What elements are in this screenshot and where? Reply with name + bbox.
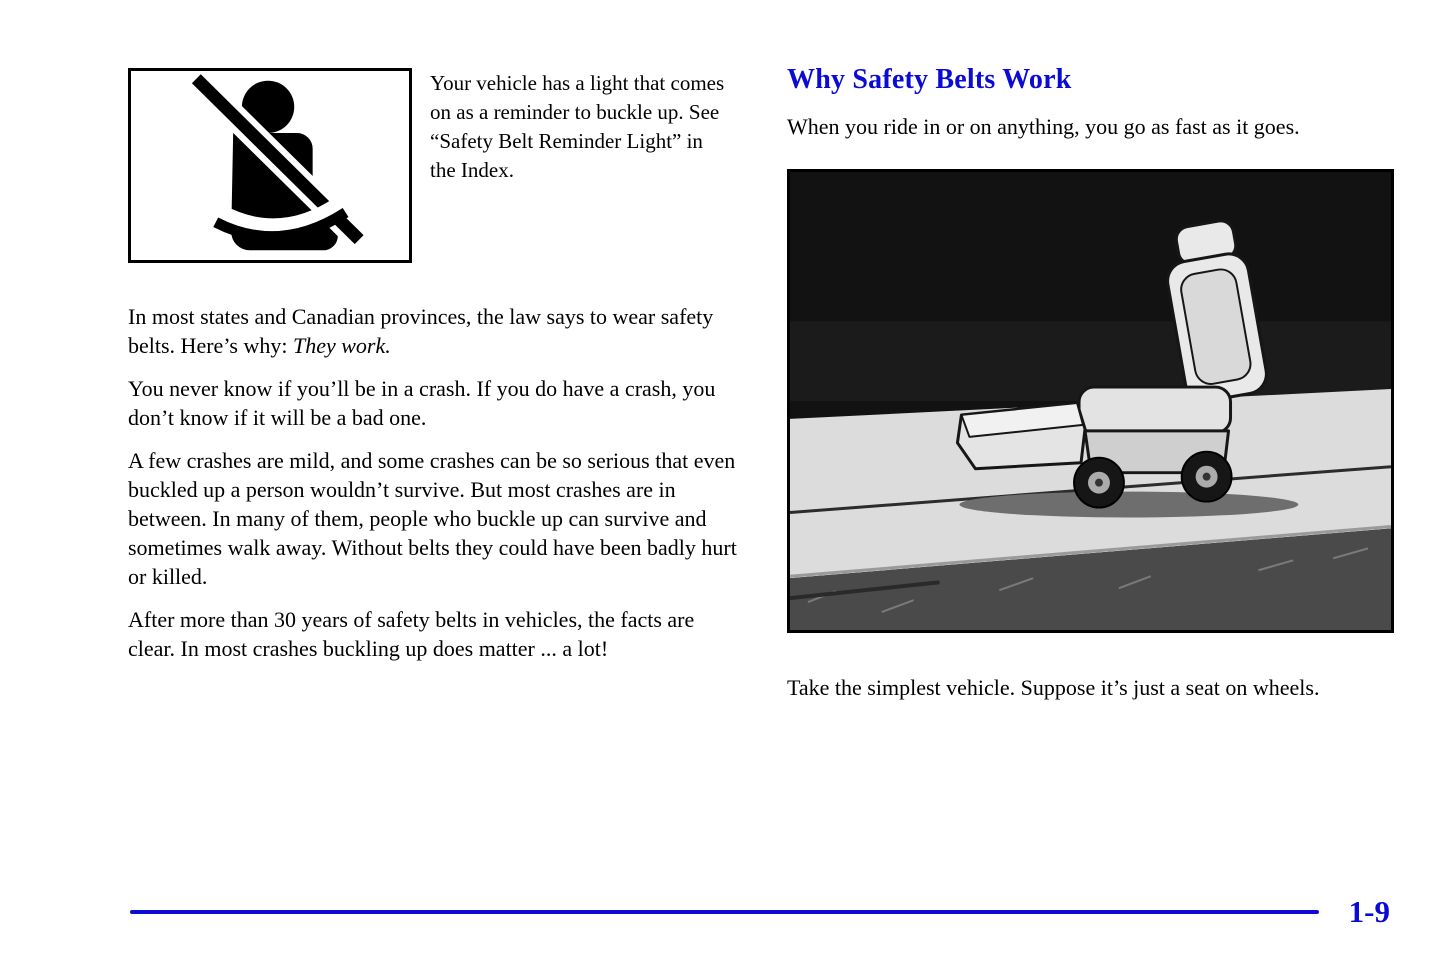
- intro-text: When you ride in or on anything, you go as fast as it goes.: [787, 114, 1300, 139]
- reminder-text: Your vehicle has a light that comes on as a reminder to buckle up. See “Safety Belt Reminder Light” in the Index.: [430, 71, 725, 182]
- paragraph-crash-unknown: You never know if you’ll be in a crash. If you do have a crash, you don’t know if it will be a bad one.: [128, 376, 716, 430]
- paragraph-crash-severity: A few crashes are mild, and some crashes can be so serious that even buckled up a person wouldn’t survive. But most crashes are in between. In many of them, people who buckle up can survive and sometimes walk away. Without belts they could have been badly hurt or killed.: [128, 448, 737, 589]
- left-column: [128, 68, 746, 677]
- figure-caption: Take the simplest vehicle. Suppose it’s just a seat on wheels.: [787, 675, 1320, 700]
- seat-on-wheels-illustration: [787, 169, 1394, 633]
- paragraph-law: [128, 302, 746, 360]
- right-column: [787, 64, 1399, 702]
- body-text: [128, 302, 746, 663]
- paragraph-law-lead: In most states and Canadian provinces, the law says to wear safety belts. Here’s why:: [128, 304, 714, 358]
- reminder-row: [128, 68, 746, 263]
- paragraph-thirty-years: After more than 30 years of safety belts in vehicles, the facts are clear. In most crashes buckling up does matter ... a lot!: [128, 607, 695, 661]
- footer-rule: [130, 910, 1319, 914]
- page-footer: [130, 896, 1390, 927]
- page-number: 1-9: [1348, 894, 1390, 929]
- paragraph-law-emphasis: They work.: [292, 333, 391, 358]
- section-heading: Why Safety Belts Work: [787, 64, 1072, 95]
- seat-belt-reminder-icon: [128, 68, 412, 263]
